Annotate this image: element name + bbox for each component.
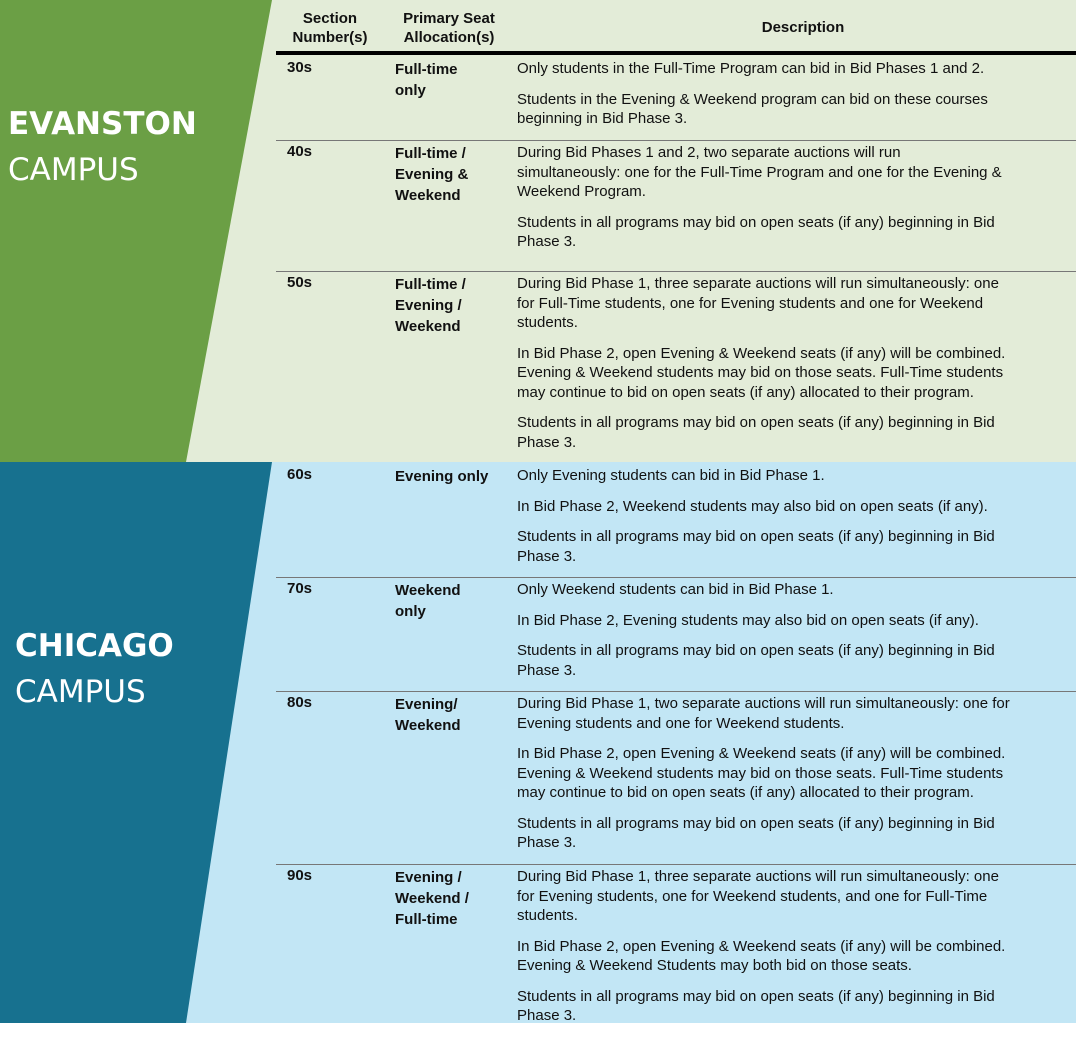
- description-paragraph: [517, 694, 1076, 733]
- description-line: Phase 3.: [517, 661, 577, 679]
- description-paragraph: [517, 641, 1076, 680]
- description-line: Phase 3.: [517, 834, 577, 851]
- row-divider: [276, 864, 1076, 865]
- seat-allocation-line: Weekend: [395, 582, 461, 599]
- description-line: Students in all programs may bid on open seats (if any) beginning in Bid: [517, 642, 995, 659]
- description-line: In Bid Phase 2, open Evening & Weekend seats (if any) will be combined.: [517, 937, 1006, 955]
- description-paragraph: [517, 413, 1076, 452]
- description-paragraph: [517, 611, 1076, 631]
- header-primary-allocation: [388, 9, 510, 47]
- description: [517, 59, 1076, 140]
- seat-allocation-line: Weekend: [395, 717, 461, 734]
- description-paragraph: [517, 937, 1076, 976]
- description-line: Students in all programs may bid on open seats (if any) beginning in Bid: [517, 414, 995, 431]
- header-section-line2: Number(s): [292, 29, 368, 46]
- description-line: Evening & Weekend students may bid on those seats. Full-Time students: [517, 764, 1004, 782]
- description-paragraph: [517, 744, 1076, 803]
- seat-allocation: [395, 466, 515, 487]
- row-divider: [276, 691, 1076, 692]
- description-line: Phase 3.: [517, 233, 577, 250]
- description-line: In Bid Phase 2, open Evening & Weekend seats (if any) will be combined.: [517, 344, 1006, 362]
- description-line: In Bid Phase 2, open Evening & Weekend seats (if any) will be combined.: [517, 745, 1006, 762]
- description: [517, 694, 1076, 864]
- description-line: During Bid Phase 1, three separate auctions will run simultaneously: one: [517, 275, 999, 292]
- description-paragraph: [517, 497, 1076, 517]
- description-line: In Bid Phase 2, Weekend students may also bid on open seats (if any).: [517, 497, 988, 515]
- evanston-name: EVANSTON: [8, 106, 197, 142]
- description-line: Only Weekend students can bid in Bid Phase 1.: [517, 581, 834, 598]
- seat-allocation-line: Full-time /: [395, 276, 466, 293]
- seat-allocation-line: only: [395, 82, 426, 99]
- seat-allocation-line: Weekend: [395, 187, 461, 204]
- description-paragraph: [517, 59, 1076, 79]
- description-paragraph: [517, 143, 1076, 202]
- header-section-number: [282, 9, 378, 47]
- seat-allocation-line: Evening &: [395, 166, 469, 183]
- description-line: During Bid Phase 1, three separate auctions will run simultaneously: one: [517, 868, 999, 885]
- seat-allocation-line: Weekend: [395, 318, 461, 335]
- seat-allocation-line: Evening only: [395, 468, 489, 485]
- description-line: Students in all programs may bid on open seats (if any) beginning in Bid: [517, 814, 995, 832]
- description-line: Evening & Weekend Students may both bid on those seats.: [517, 957, 912, 974]
- section-number: 50s: [287, 274, 313, 291]
- description-paragraph: [517, 344, 1076, 403]
- description-line: Students in all programs may bid on open seats (if any) beginning in Bid: [517, 987, 995, 1005]
- description-line: During Bid Phases 1 and 2, two separate auctions will run: [517, 144, 901, 161]
- section-number: 80s: [287, 694, 313, 711]
- seat-allocation-line: Full-time: [395, 61, 458, 78]
- seat-allocation: [395, 143, 515, 206]
- description-line: for Evening students, one for Weekend students, and one for Full-Time: [517, 887, 988, 905]
- description-line: Students in the Evening & Weekend program can bid on these courses: [517, 90, 988, 108]
- header-section-line1: Section: [302, 10, 358, 27]
- description: [517, 867, 1076, 1037]
- section-number: 40s: [287, 143, 313, 160]
- evanston-campus-label: [8, 101, 197, 193]
- seat-allocation-line: only: [395, 603, 426, 620]
- section-number: 30s: [287, 59, 313, 76]
- description: [517, 466, 1076, 577]
- description-line: students.: [517, 907, 578, 924]
- row-divider: [276, 577, 1076, 578]
- evanston-suffix: CAMPUS: [8, 152, 139, 188]
- description-paragraph: [517, 814, 1076, 853]
- description-line: In Bid Phase 2, Evening students may also bid on open seats (if any).: [517, 611, 979, 629]
- description-paragraph: [517, 90, 1076, 129]
- description-paragraph: [517, 213, 1076, 252]
- seat-allocation: [395, 867, 515, 930]
- seat-allocation: [395, 59, 515, 101]
- header-primary-line1: Primary Seat: [403, 10, 495, 27]
- description-line: beginning in Bid Phase 3.: [517, 110, 688, 127]
- seat-allocation-line: Evening /: [395, 869, 462, 886]
- row-divider: [276, 140, 1076, 141]
- description-paragraph: [517, 466, 1076, 486]
- description-line: Weekend Program.: [517, 183, 646, 200]
- description-line: for Full-Time students, one for Evening students and one for Weekend: [517, 294, 984, 312]
- description-line: During Bid Phase 1, two separate auctions will run simultaneously: one for: [517, 695, 1010, 712]
- section-number: 60s: [287, 466, 313, 483]
- description: [517, 143, 1076, 263]
- description-line: Students in all programs may bid on open seats (if any) beginning in Bid: [517, 213, 995, 231]
- chicago-campus-label: [15, 623, 174, 715]
- description-line: students.: [517, 314, 578, 331]
- header-description: Description: [761, 19, 845, 36]
- chicago-suffix: CAMPUS: [15, 674, 146, 710]
- header-rule: [276, 51, 1076, 55]
- seat-allocation: [395, 694, 515, 736]
- section-number: 90s: [287, 867, 313, 884]
- description-line: Phase 3.: [517, 547, 577, 565]
- seat-allocation: [395, 580, 515, 622]
- description-line: Phase 3.: [517, 1007, 577, 1024]
- section-number: 70s: [287, 580, 313, 597]
- description-line: Students in all programs may bid on open seats (if any) beginning in Bid: [517, 528, 995, 545]
- chicago-name: CHICAGO: [15, 628, 174, 664]
- description-paragraph: [517, 580, 1076, 600]
- description: [517, 580, 1076, 691]
- header-primary-line2: Allocation(s): [403, 29, 495, 46]
- description-line: Evening & Weekend students may bid on those seats. Full-Time students: [517, 364, 1004, 381]
- description: [517, 274, 1076, 463]
- row-divider: [276, 271, 1076, 272]
- seat-allocation-line: Full-time /: [395, 145, 466, 162]
- description-line: may continue to bid on open seats (if any) allocated to their program.: [517, 383, 974, 401]
- description-line: Phase 3.: [517, 433, 577, 451]
- seat-allocation-line: Evening/: [395, 696, 458, 713]
- seat-allocation-line: Evening /: [395, 297, 462, 314]
- description-line: may continue to bid on open seats (if any) allocated to their program.: [517, 784, 974, 801]
- description-line: Only students in the Full-Time Program can bid in Bid Phases 1 and 2.: [517, 60, 985, 77]
- description-paragraph: [517, 274, 1076, 333]
- seat-allocation-line: Weekend /: [395, 890, 469, 907]
- description-paragraph: [517, 527, 1076, 566]
- description-line: simultaneously: one for the Full-Time Program and one for the Evening &: [517, 163, 1002, 181]
- seat-allocation-line: Full-time: [395, 911, 458, 928]
- description-line: Evening students and one for Weekend students.: [517, 714, 845, 732]
- description-paragraph: [517, 867, 1076, 926]
- description-paragraph: [517, 987, 1076, 1026]
- description-line: Only Evening students can bid in Bid Phase 1.: [517, 467, 825, 484]
- seat-allocation: [395, 274, 515, 337]
